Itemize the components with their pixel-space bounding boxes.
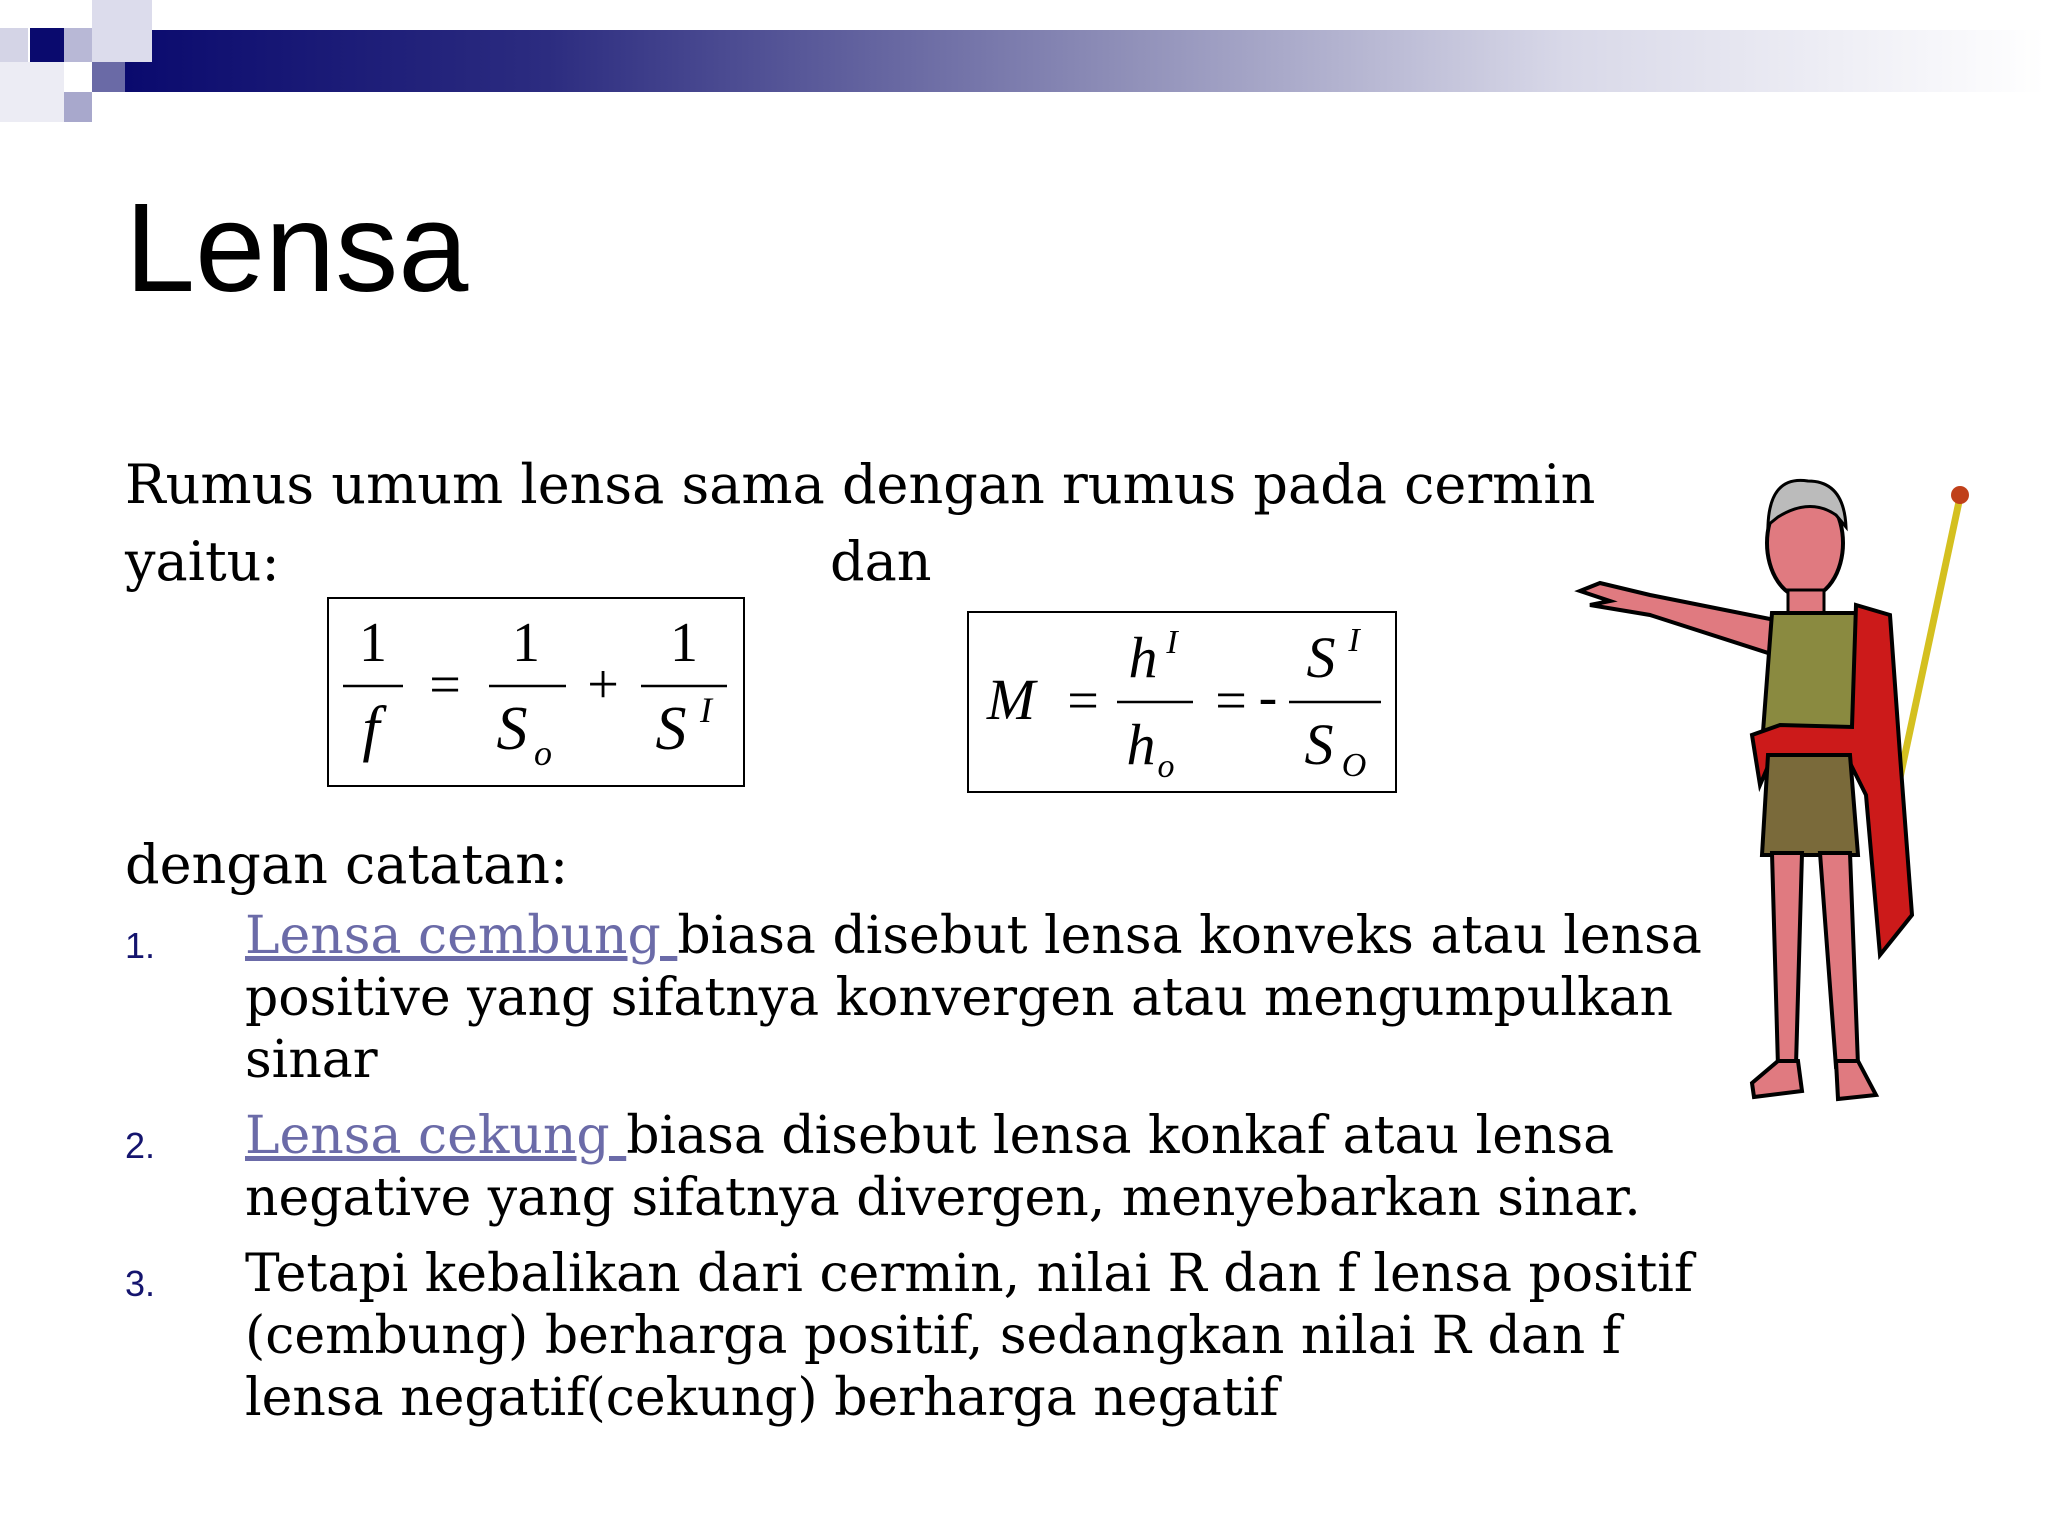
formula1-sub-o: o xyxy=(534,733,552,773)
list-item-body: biasa disebut lensa konkaf atau lensa negative yang sifatnya divergen, menyebarkan sinar. xyxy=(245,1106,1641,1228)
intro-line-2-left: yaitu: xyxy=(125,530,280,593)
formula1-numerator-2: 1 xyxy=(512,612,540,674)
pointer-staff-tip xyxy=(1951,486,1969,504)
formula2-sub-so: O xyxy=(1341,747,1367,784)
left-foot xyxy=(1752,1061,1802,1097)
lens-formula xyxy=(329,599,743,785)
magnification-formula xyxy=(969,613,1395,791)
formula2-sup-si: I xyxy=(1348,622,1360,659)
list-item-text xyxy=(245,905,1745,1091)
formula2-h-object: h xyxy=(1126,712,1156,777)
list-item-text xyxy=(245,1243,1745,1429)
right-foot xyxy=(1836,1061,1876,1099)
deco-square-mid-2 xyxy=(64,92,92,122)
formula1-numerator-1: 1 xyxy=(359,612,387,674)
formula1-s-object: S xyxy=(496,695,528,763)
list-item xyxy=(125,905,1745,1091)
formula2-minus: - xyxy=(1258,666,1278,728)
list-item-body: Tetapi kebalikan dari cermin, nilai R dan f lensa positif (cembung) berharga positif, sedangkan nilai R dan f lensa negatif(cekung) berharga negatif xyxy=(245,1244,1694,1428)
list-item-text xyxy=(245,1105,1745,1229)
magnification-formula-box xyxy=(967,611,1397,793)
list-number: 1. xyxy=(125,925,156,966)
skirt xyxy=(1762,755,1858,855)
formula2-m: M xyxy=(986,667,1036,732)
roman-pointing-figure-clipart xyxy=(1540,455,1990,1135)
list-item xyxy=(125,1243,1745,1429)
right-leg xyxy=(1820,853,1858,1067)
list-number: 2. xyxy=(125,1125,156,1166)
deco-square-light-1 xyxy=(0,28,28,62)
deco-square-light-4 xyxy=(64,28,92,62)
formula2-sup-hi: I xyxy=(1166,624,1178,661)
deco-square-large xyxy=(30,28,64,62)
formula1-equals: = xyxy=(429,654,461,716)
formula2-h-image: h xyxy=(1128,625,1158,690)
link-lensa-cembung[interactable]: Lensa cembung xyxy=(245,906,678,966)
formula2-equals-2: = xyxy=(1215,670,1247,732)
formula1-f: f xyxy=(362,695,380,763)
intro-line-1: Rumus umum lensa sama dengan rumus pada cermin xyxy=(125,453,1596,516)
deco-square-light-3 xyxy=(0,62,64,122)
intro-line-2-right: dan xyxy=(830,530,932,593)
deco-square-light-2 xyxy=(92,0,152,62)
formula1-numerator-3: 1 xyxy=(670,612,698,674)
formula2-equals-1: = xyxy=(1067,670,1099,732)
formula2-sub-ho: o xyxy=(1157,748,1175,785)
deco-square-mid-1 xyxy=(92,62,125,92)
formula2-s-image: S xyxy=(1306,625,1336,690)
header-gradient-bar xyxy=(125,30,2045,92)
notes-heading: dengan catatan: xyxy=(125,833,569,896)
left-leg xyxy=(1772,853,1802,1067)
formula2-s-object: S xyxy=(1304,712,1334,777)
pointing-arm xyxy=(1580,583,1800,660)
list-item xyxy=(125,1105,1745,1229)
formula1-plus: + xyxy=(587,654,619,716)
list-item-body: biasa disebut lensa konveks atau lensa positive yang sifatnya konvergen atau mengumpulkan sinar xyxy=(245,906,1702,1090)
notes-list xyxy=(125,905,1745,1443)
lens-formula-box xyxy=(327,597,745,787)
slide-title: Lensa xyxy=(125,177,469,318)
list-number: 3. xyxy=(125,1263,156,1304)
formula1-s-image: S xyxy=(655,695,687,763)
formula1-sup-i: I xyxy=(700,690,712,730)
link-lensa-cekung[interactable]: Lensa cekung xyxy=(245,1106,627,1166)
